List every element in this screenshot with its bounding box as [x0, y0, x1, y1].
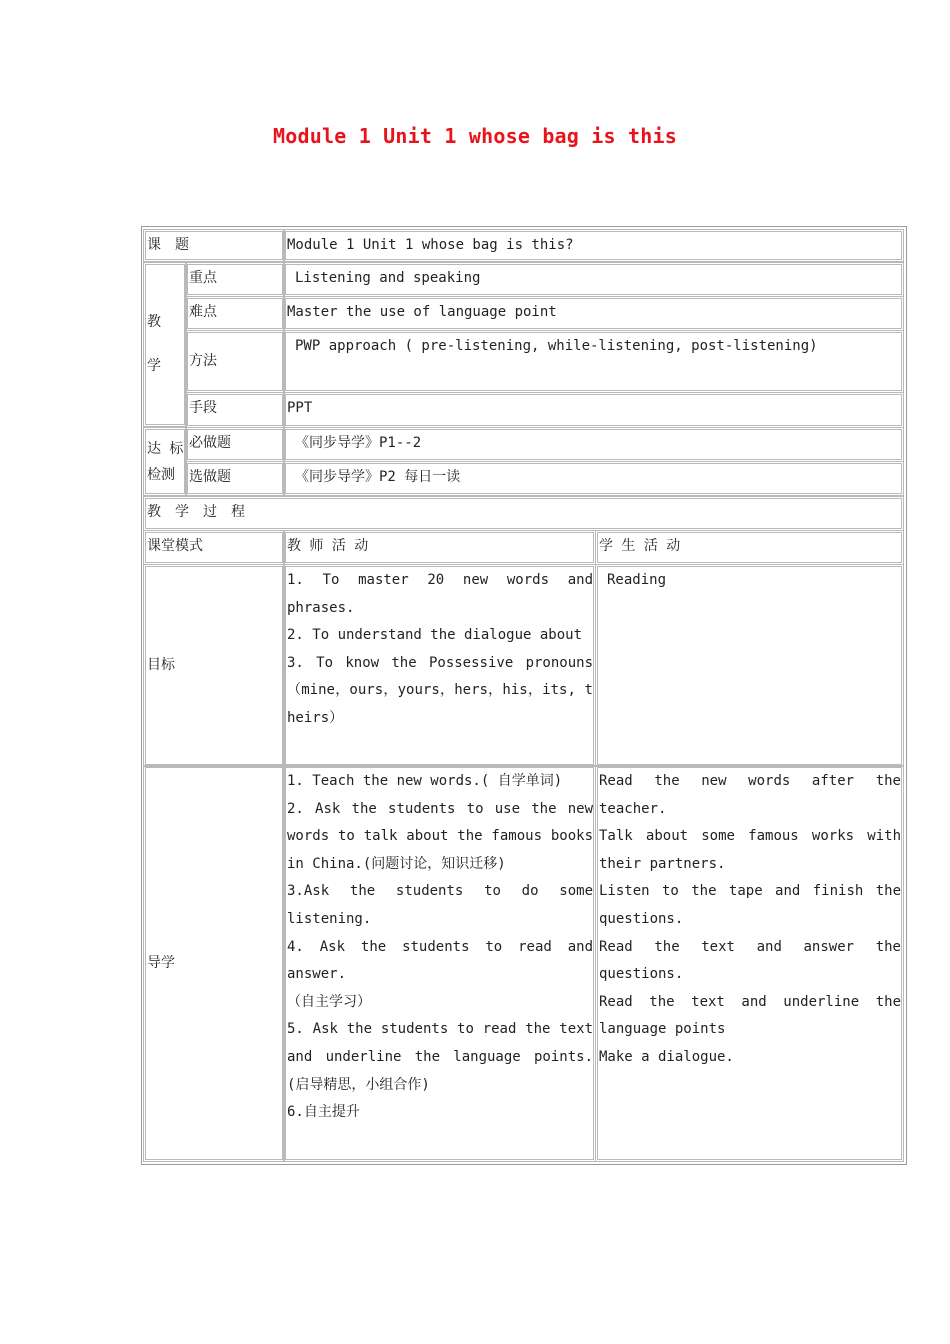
assessment-group-label-2: 检测: [147, 466, 175, 483]
process-heading: 教 学 过 程: [143, 496, 904, 531]
difficulty-label: 难点: [185, 296, 285, 331]
method-label: 方法: [185, 330, 285, 393]
guide-teacher-item-2: 2. Ask the students to use the new words to talk about the famous books in China.(问题讨论，知识迁移): [287, 800, 593, 872]
goals-label: 目标: [143, 564, 285, 767]
difficulty-value: Master the use of language point: [283, 296, 904, 331]
header-mode: 课堂模式: [143, 530, 285, 565]
optional-label: 选做题: [185, 461, 285, 496]
guide-student-item-3: Listen to the tape and finish the questions.: [599, 883, 901, 927]
goals-student: Reading: [595, 564, 904, 767]
means-value: PPT: [283, 392, 904, 428]
goals-teacher-cell: [283, 564, 596, 767]
means-label: 手段: [185, 392, 285, 428]
assessment-group-label: [143, 427, 187, 496]
guide-teacher-cell: [283, 765, 596, 1162]
required-label: 必做题: [185, 427, 285, 462]
guide-student-item-4: Read the text and answer the questions.: [599, 938, 901, 983]
guide-teacher-item-4: 4. Ask the students to read and answer.: [287, 938, 593, 983]
topic-value: Module 1 Unit 1 whose bag is this?: [283, 229, 904, 262]
header-teacher: 教 师 活 动: [283, 530, 596, 565]
teaching-group-label-2: 学: [147, 357, 161, 374]
guide-teacher-item-3: 3.Ask the students to do some listening.: [287, 883, 593, 927]
optional-value: 《同步导学》P2 每日一读: [283, 461, 904, 496]
guide-student-item-6: Make a dialogue.: [599, 1048, 734, 1065]
goals-teacher-item-2: 2. To understand the dialogue about: [287, 627, 583, 644]
goals-teacher-item-3: 3. To know the Possessive pronouns（mine，ours，yours，hers，his，its, theirs）: [287, 654, 593, 726]
guide-student-item-5: Read the text and underline the language points: [599, 993, 901, 1038]
teaching-group-label-1: 教: [147, 313, 161, 330]
document-title: Module 1 Unit 1 whose bag is this: [273, 124, 677, 148]
guide-teacher-item-1: 1. Teach the new words.( 自学单词): [287, 773, 563, 789]
topic-label: 课 题: [143, 229, 285, 262]
guide-label: 导学: [143, 765, 285, 1162]
guide-teacher-item-7: 6.自主提升: [287, 1104, 360, 1121]
focus-value: Listening and speaking: [283, 262, 904, 297]
guide-student-item-2: Talk about some famous works with their partners.: [599, 828, 901, 872]
focus-label: 重点: [185, 262, 285, 297]
goals-teacher-item-1: 1. To master 20 new words and phrases.: [287, 572, 593, 616]
teaching-group-label: [143, 262, 187, 427]
guide-teacher-item-6: 5. Ask the students to read the text and underline the language points.(启导精思，小组合作): [287, 1021, 593, 1093]
header-student: 学 生 活 动: [595, 530, 904, 565]
guide-student-cell: [595, 765, 904, 1162]
guide-teacher-item-5: （自主学习）: [287, 993, 371, 1010]
guide-student-item-1: Read the new words after the teacher.: [599, 773, 901, 817]
required-value: 《同步导学》P1--2: [283, 427, 904, 462]
method-value: PWP approach ( pre-listening, while-listening, post-listening): [283, 330, 904, 393]
assessment-group-label-1: 达 标: [147, 440, 184, 457]
